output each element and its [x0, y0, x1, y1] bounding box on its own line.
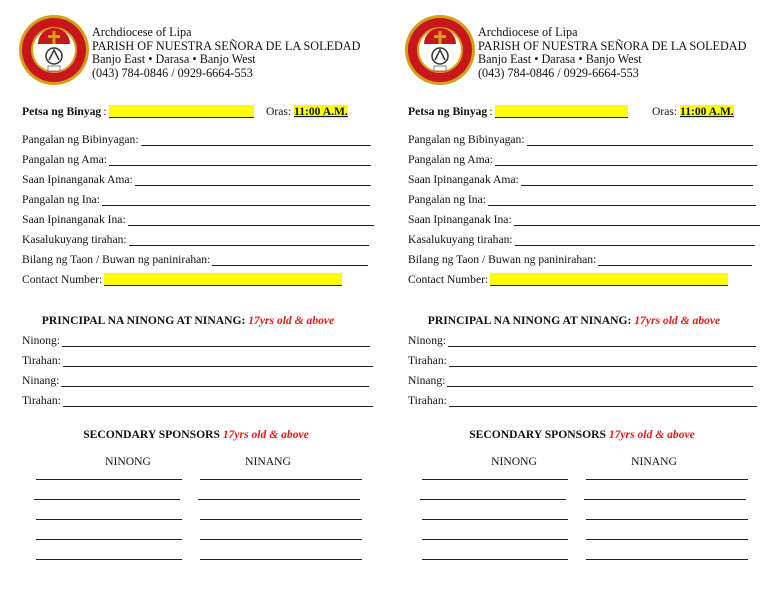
field-label: Kasalukuyang tirahan: [22, 233, 127, 246]
field-row [408, 334, 756, 347]
field-line[interactable] [521, 174, 753, 186]
field-label: Saan Ipinanganak Ina: [408, 213, 512, 226]
field-row [22, 153, 371, 166]
ninong-sponsor-line[interactable] [36, 519, 182, 520]
field-row [408, 354, 757, 367]
field-label: Saan Ipinanganak Ina: [22, 213, 126, 226]
field-row [408, 374, 753, 387]
field-row [408, 253, 752, 266]
field-label: Saan Ipinanganak Ama: [408, 173, 519, 186]
ninong-sponsor-line[interactable] [422, 559, 568, 560]
parish-barangays: Banjo East • Darasa • Banjo West [92, 52, 256, 66]
baptism-time [266, 105, 348, 118]
age-note: 17yrs old & above [248, 314, 335, 327]
ninang-sponsor-line[interactable] [200, 519, 362, 520]
field-label: Saan Ipinanganak Ama: [22, 173, 133, 186]
field-row [22, 213, 374, 226]
baptism-form-right [386, 0, 762, 594]
field-label: Pangalan ng Ama: [22, 153, 108, 166]
parish-header [92, 26, 360, 80]
ninong-column-header: NINONG [491, 455, 537, 468]
field-row [22, 173, 371, 186]
ninang-sponsor-line[interactable] [584, 499, 746, 500]
ninong-sponsor-line[interactable] [34, 499, 180, 500]
baptism-form-left [0, 0, 376, 594]
age-note: 17yrs old & above [634, 314, 721, 327]
contact-number-field[interactable] [490, 273, 728, 286]
field-label: Ninang: [22, 374, 60, 387]
field-label: Bilang ng Taon / Buwan ng paninirahan: [22, 253, 211, 266]
field-label: Ninong: [22, 334, 61, 347]
field-row [22, 354, 373, 367]
field-line[interactable] [514, 214, 760, 226]
field-line[interactable] [488, 194, 756, 206]
field-label: Pangalan ng Ina: [22, 193, 100, 206]
contact-number-row [22, 273, 342, 286]
contact-number-field[interactable] [104, 273, 342, 286]
baptism-date-field[interactable] [109, 105, 254, 118]
field-row [408, 193, 756, 206]
principal-sponsors-title: PRINCIPAL NA NINONG AT NINANG: 17yrs old & above [427, 314, 721, 327]
field-label: Contact Number: [22, 273, 103, 286]
field-line[interactable] [102, 194, 370, 206]
baptism-date-label: Petsa ng Binyag [408, 105, 488, 118]
secondary-sponsors-title: SECONDARY SPONSORS 17yrs old & above [83, 428, 309, 441]
baptism-date-label: Petsa ng Binyag [22, 105, 102, 118]
field-label: Tirahan: [408, 394, 447, 407]
field-row [408, 133, 753, 146]
archdiocese-name: Archdiocese of Lipa [92, 25, 192, 39]
field-row [22, 193, 370, 206]
baptism-time-label: Oras: [652, 105, 678, 118]
baptism-time-value: 11:00 A.M. [680, 105, 734, 118]
field-line[interactable] [527, 134, 753, 146]
ninang-sponsor-line[interactable] [200, 539, 362, 540]
field-row [408, 173, 753, 186]
parish-contact: (043) 784-0846 / 0929-6664-553 [478, 65, 639, 80]
ninang-sponsor-line[interactable] [200, 559, 362, 560]
field-label: Pangalan ng Bibinyagan: [408, 133, 525, 146]
field-row [408, 153, 757, 166]
baptism-date-field[interactable] [495, 105, 628, 118]
field-line[interactable] [515, 234, 755, 246]
field-line[interactable] [449, 355, 757, 367]
ninang-column-header: NINANG [631, 455, 677, 468]
ninang-sponsor-line[interactable] [200, 479, 362, 480]
field-line[interactable] [61, 375, 369, 387]
ninang-sponsor-line[interactable] [586, 559, 748, 560]
field-row [22, 233, 369, 246]
field-row [22, 334, 370, 347]
field-label: Tirahan: [408, 354, 447, 367]
principal-sponsors-title: PRINCIPAL NA NINONG AT NINANG: 17yrs old & above [41, 314, 335, 327]
field-line[interactable] [135, 174, 371, 186]
ninong-sponsor-line[interactable] [422, 519, 568, 520]
field-label: Pangalan ng Bibinyagan: [22, 133, 139, 146]
baptism-time-label: Oras: [266, 105, 292, 118]
field-line[interactable] [62, 335, 370, 347]
field-line[interactable] [449, 395, 757, 407]
ninong-column-header: NINONG [105, 455, 151, 468]
field-line[interactable] [495, 154, 757, 166]
parish-header [478, 26, 746, 80]
ninong-sponsor-line[interactable] [36, 539, 182, 540]
field-line[interactable] [109, 154, 371, 166]
field-line[interactable] [448, 335, 756, 347]
ninong-sponsor-line[interactable] [422, 479, 568, 480]
field-row [408, 233, 755, 246]
parish-seal-icon [404, 14, 476, 86]
field-label: Bilang ng Taon / Buwan ng paninirahan: [408, 253, 597, 266]
ninang-sponsor-line[interactable] [586, 539, 748, 540]
baptism-date-row: Petsa ng Binyag : [22, 105, 254, 118]
field-line[interactable] [128, 214, 374, 226]
ninang-sponsor-line[interactable] [586, 479, 748, 480]
field-row [22, 394, 373, 407]
field-label: Pangalan ng Ina: [408, 193, 486, 206]
field-line[interactable] [141, 134, 371, 146]
field-row [22, 253, 368, 266]
ninong-sponsor-line[interactable] [422, 539, 568, 540]
field-label: Tirahan: [22, 354, 61, 367]
ninang-sponsor-line[interactable] [198, 499, 360, 500]
baptism-time [652, 105, 734, 118]
ninong-sponsor-line[interactable] [36, 479, 182, 480]
baptism-time-value: 11:00 A.M. [294, 105, 348, 118]
parish-name: PARISH OF NUESTRA SEÑORA DE LA SOLEDAD [92, 38, 361, 53]
field-line[interactable] [63, 355, 373, 367]
parish-contact: (043) 784-0846 / 0929-6664-553 [92, 65, 253, 80]
field-label: Contact Number: [408, 273, 489, 286]
contact-number-row [408, 273, 728, 286]
archdiocese-name: Archdiocese of Lipa [478, 25, 578, 39]
field-label: Tirahan: [22, 394, 61, 407]
secondary-sponsors-title: SECONDARY SPONSORS 17yrs old & above [469, 428, 695, 441]
ninong-sponsor-line[interactable] [36, 559, 182, 560]
field-line[interactable] [212, 254, 368, 266]
field-line[interactable] [129, 234, 369, 246]
field-label: Pangalan ng Ama: [408, 153, 494, 166]
ninang-column-header: NINANG [245, 455, 291, 468]
field-label: Kasalukuyang tirahan: [408, 233, 513, 246]
baptism-date-row: Petsa ng Binyag : [408, 105, 628, 118]
field-line[interactable] [447, 375, 753, 387]
parish-barangays: Banjo East • Darasa • Banjo West [478, 52, 642, 66]
field-line[interactable] [63, 395, 373, 407]
field-row [408, 213, 760, 226]
field-label: Ninong: [408, 334, 447, 347]
field-row [22, 133, 371, 146]
ninong-sponsor-line[interactable] [420, 499, 566, 500]
ninang-sponsor-line[interactable] [586, 519, 748, 520]
age-note: 17yrs old & above [222, 428, 309, 441]
field-row [408, 394, 757, 407]
field-label: Ninang: [408, 374, 446, 387]
age-note: 17yrs old & above [608, 428, 695, 441]
parish-seal-icon [18, 14, 90, 86]
field-row [22, 374, 369, 387]
parish-name: PARISH OF NUESTRA SEÑORA DE LA SOLEDAD [478, 38, 747, 53]
field-line[interactable] [598, 254, 752, 266]
